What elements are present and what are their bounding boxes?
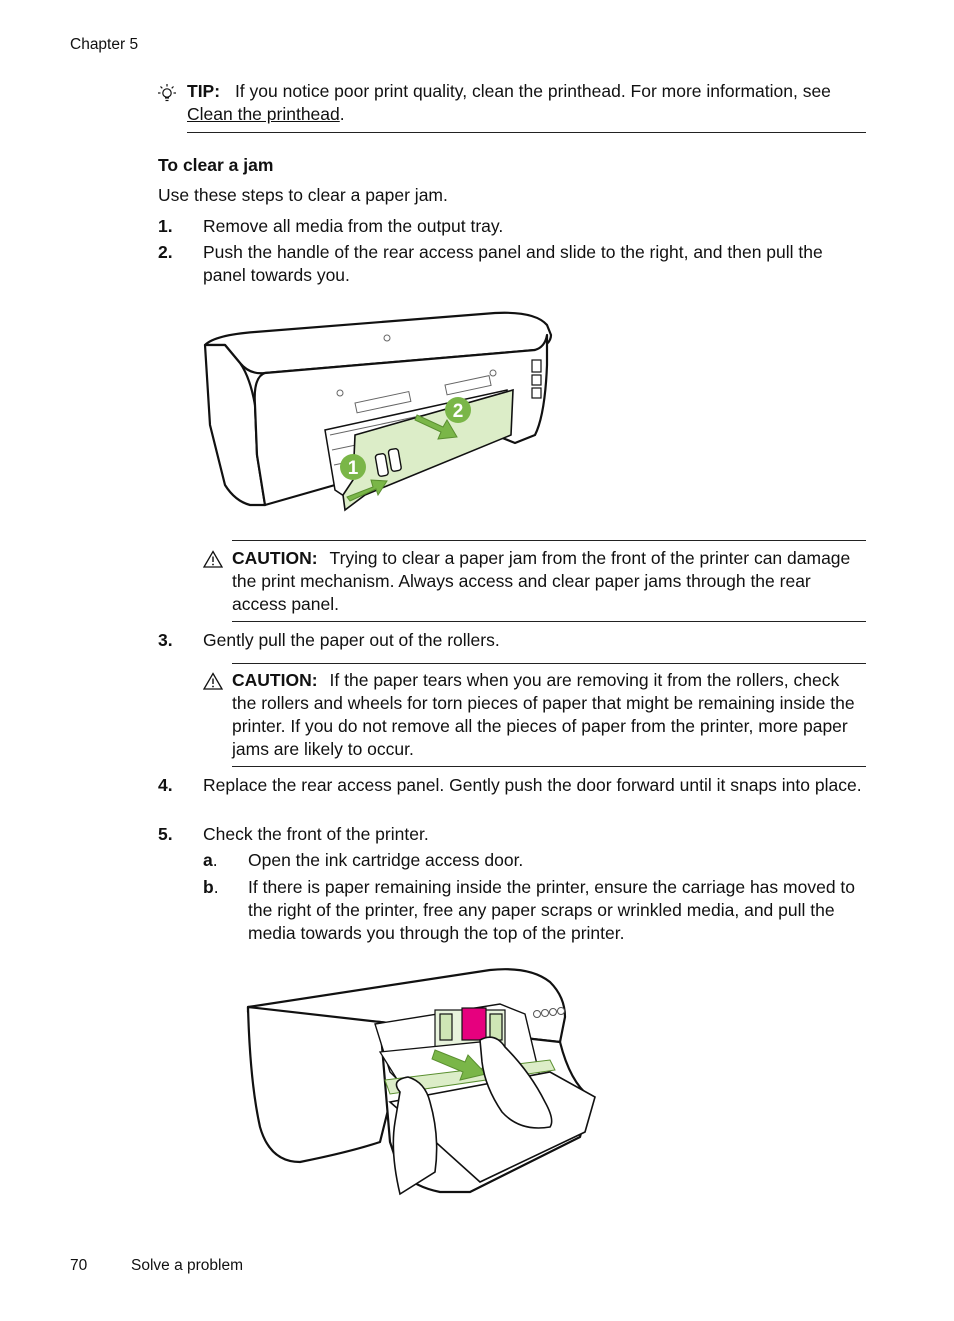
caution-divider-top <box>232 540 866 541</box>
step-number: 4. <box>158 775 173 795</box>
step-text: Remove all media from the output tray. <box>203 216 504 236</box>
caution-text <box>232 669 868 761</box>
callout-1: 1 <box>347 458 359 479</box>
front-paper-removal-illustration <box>240 962 605 1197</box>
lightbulb-icon <box>156 83 178 105</box>
substep-number: b. <box>203 877 219 897</box>
caution-text <box>232 547 866 616</box>
caution-label: CAUTION: <box>232 548 318 568</box>
step-text: Check the front of the printer. <box>203 824 429 844</box>
tip-body: If you notice poor print quality, clean the printhead. For more information, see <box>234 81 831 101</box>
substep-number: a. <box>203 850 218 870</box>
footer-section: Solve a problem <box>131 1257 244 1274</box>
caution-body: If the paper tears when you are removing it from the rollers, check the rollers and wheels for torn pieces of paper that might be remaining inside the printer. If you do not remove all the pieces of paper from the printer, more paper jams are likely to occur. <box>232 670 855 759</box>
page-number: 70 <box>70 1257 88 1274</box>
clean-printhead-link[interactable]: Clean the printhead <box>187 104 340 124</box>
step-text: Gently pull the paper out of the rollers. <box>203 630 500 650</box>
caution-divider-bottom <box>232 766 866 767</box>
step-text: Push the handle of the rear access panel and slide to the right, and then pull the panel towards you. <box>203 242 823 285</box>
rear-access-panel-illustration <box>195 305 560 515</box>
caution-body: Trying to clear a paper jam from the front of the printer can damage the print mechanism. Always access and clear paper jams through the rear access panel. <box>232 548 851 614</box>
section-heading: To clear a jam <box>158 155 274 175</box>
step-text: Replace the rear access panel. Gently push the door forward until it snaps into place. <box>203 775 862 795</box>
warning-triangle-icon <box>203 550 223 568</box>
section-intro: Use these steps to clear a paper jam. <box>158 185 448 205</box>
caution-label: CAUTION: <box>232 670 318 690</box>
caution-divider-top <box>232 663 866 664</box>
chapter-header: Chapter 5 <box>70 36 139 53</box>
tip-divider <box>187 132 866 133</box>
tip-text <box>187 80 877 126</box>
callout-2: 2 <box>452 401 464 422</box>
step-number: 2. <box>158 242 173 262</box>
step-number: 3. <box>158 630 173 650</box>
step-number: 5. <box>158 824 173 844</box>
caution-divider-bottom <box>232 621 866 622</box>
step-number: 1. <box>158 216 173 236</box>
tip-label: TIP: <box>187 81 221 101</box>
substep-text: Open the ink cartridge access door. <box>248 850 524 870</box>
warning-triangle-icon <box>203 672 223 690</box>
substep-text: If there is paper remaining inside the printer, ensure the carriage has moved to the right of the printer, free any paper scraps or wrinkled media, and pull the media towards you through the top of the printer. <box>248 877 856 943</box>
tip-end: . <box>339 104 345 124</box>
